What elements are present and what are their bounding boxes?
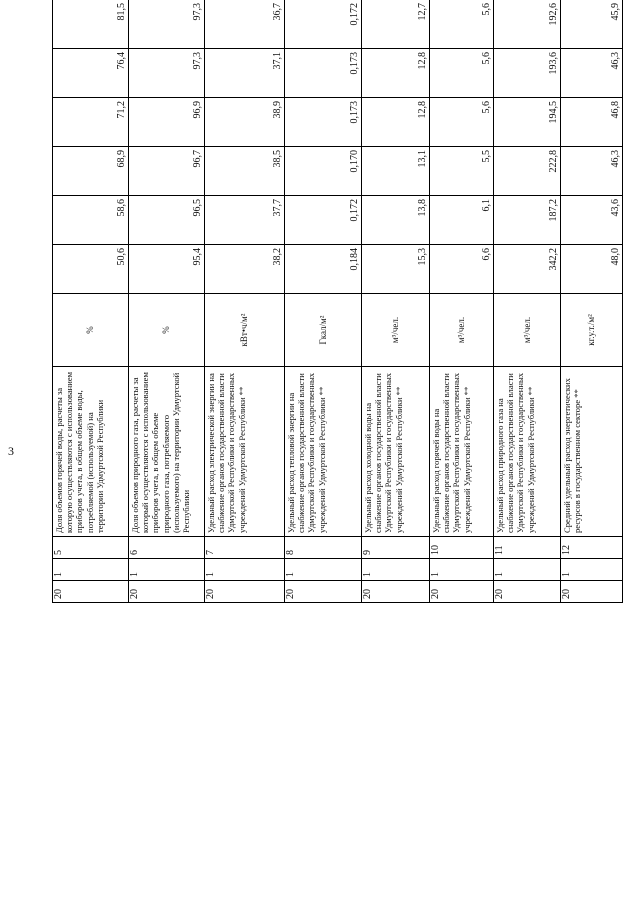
cell-code-1: 20	[129, 581, 205, 603]
cell-code-2: 1	[494, 559, 561, 581]
cell-value: 5,6	[430, 98, 494, 147]
cell-indicator-name: Удельный расход природного газа на снабжение органов государственной власти Удмуртской Республики и государственных учреждений Удмуртской Республики **	[494, 367, 561, 537]
table-row	[129, 0, 205, 603]
cell-value: 13,1	[362, 147, 430, 196]
cell-value: 37,7	[205, 196, 285, 245]
table-row	[205, 0, 285, 603]
table-row	[362, 0, 430, 603]
cell-code-3: 12	[561, 537, 623, 559]
cell-value: 0,170	[285, 147, 362, 196]
cell-value: 50,6	[53, 245, 129, 294]
cell-unit: м³/чел.	[430, 294, 494, 367]
cell-value: 71,2	[53, 98, 129, 147]
cell-unit: кг.у.т./м²	[561, 294, 623, 367]
cell-value: 192,6	[494, 0, 561, 49]
cell-value: 0,173	[285, 98, 362, 147]
cell-unit: кВт•ч/м²	[205, 294, 285, 367]
cell-code-2: 1	[285, 559, 362, 581]
cell-value: 38,9	[205, 98, 285, 147]
cell-value: 95,4	[129, 245, 205, 294]
cell-unit: %	[129, 294, 205, 367]
cell-value: 97,3	[129, 0, 205, 49]
cell-code-2: 1	[362, 559, 430, 581]
cell-unit: %	[53, 294, 129, 367]
table-row	[285, 0, 362, 603]
cell-value: 0,172	[285, 0, 362, 49]
cell-indicator-name: Удельный расход тепловой энергии на снабжение органов государственной власти Удмуртской Республики и государственных учреждений Удмуртской Республики **	[285, 367, 362, 537]
rotated-table-frame	[52, 3, 622, 885]
cell-code-3: 10	[430, 537, 494, 559]
cell-value: 97,3	[129, 49, 205, 98]
cell-indicator-name: Удельный расход электрической энергии на снабжение органов государственной власти Удмуртской Республики и государственных учреждений Удмуртской Республики **	[205, 367, 285, 537]
cell-value: 13,8	[362, 196, 430, 245]
cell-value: 12,7	[362, 0, 430, 49]
cell-value: 187,2	[494, 196, 561, 245]
cell-value: 5,6	[430, 0, 494, 49]
cell-code-3: 6	[129, 537, 205, 559]
cell-unit: Гкал/м²	[285, 294, 362, 367]
cell-value: 37,1	[205, 49, 285, 98]
cell-value: 12,8	[362, 98, 430, 147]
table-row	[494, 0, 561, 603]
cell-value: 342,2	[494, 245, 561, 294]
page-number: 3	[8, 444, 14, 458]
cell-value: 58,6	[53, 196, 129, 245]
cell-value: 6,1	[430, 196, 494, 245]
cell-code-1: 20	[362, 581, 430, 603]
cell-value: 43,6	[561, 196, 623, 245]
cell-value: 5,5	[430, 147, 494, 196]
cell-value: 38,5	[205, 147, 285, 196]
cell-value: 68,9	[53, 147, 129, 196]
cell-indicator-name: Доля объемов природного газа, расчеты за который осуществляются с использованием приборов учета, в общем объеме природного газа, потребляемого (используемого) на территории Удмуртской Республики	[129, 367, 205, 537]
cell-code-3: 7	[205, 537, 285, 559]
cell-value: 194,5	[494, 98, 561, 147]
cell-value: 48,0	[561, 245, 623, 294]
cell-code-1: 20	[205, 581, 285, 603]
cell-value: 15,3	[362, 245, 430, 294]
cell-value: 81,5	[53, 0, 129, 49]
cell-unit: м³/чел.	[362, 294, 430, 367]
cell-value: 96,5	[129, 196, 205, 245]
table-body	[53, 0, 623, 603]
table-row	[430, 0, 494, 603]
cell-value: 45,9	[561, 0, 623, 49]
cell-indicator-name: Удельный расход горячей воды на снабжение органов государственной власти Удмуртской Республики и государственных учреждений Удмуртской Республики **	[430, 367, 494, 537]
cell-indicator-name: Удельный расход холодной воды на снабжение органов государственной власти Удмуртской Республики и государственных учреждений Удмуртской Республики **	[362, 367, 430, 537]
cell-value: 96,7	[129, 147, 205, 196]
cell-code-1: 20	[561, 581, 623, 603]
cell-code-2: 1	[129, 559, 205, 581]
cell-code-2: 1	[53, 559, 129, 581]
cell-value: 193,6	[494, 49, 561, 98]
cell-code-1: 20	[430, 581, 494, 603]
cell-code-2: 1	[430, 559, 494, 581]
cell-value: 5,6	[430, 49, 494, 98]
cell-unit: м³/чел.	[494, 294, 561, 367]
cell-value: 46,3	[561, 49, 623, 98]
cell-value: 0,172	[285, 196, 362, 245]
cell-indicator-name: Доля объемов горячей воды, расчеты за которую осуществляются с использованием приборов учета, в общем объеме воды, потребляемой (используемой) на территории Удмуртской Республики	[53, 367, 129, 537]
cell-code-1: 20	[285, 581, 362, 603]
table-row	[561, 0, 623, 603]
cell-code-1: 20	[494, 581, 561, 603]
cell-value: 0,173	[285, 49, 362, 98]
cell-value: 76,4	[53, 49, 129, 98]
cell-code-3: 8	[285, 537, 362, 559]
table-row	[53, 0, 129, 603]
cell-code-3: 11	[494, 537, 561, 559]
cell-code-1: 20	[53, 581, 129, 603]
cell-code-2: 1	[205, 559, 285, 581]
cell-code-3: 9	[362, 537, 430, 559]
cell-value: 46,8	[561, 98, 623, 147]
cell-value: 0,184	[285, 245, 362, 294]
cell-value: 36,7	[205, 0, 285, 49]
indicators-table	[52, 0, 623, 603]
cell-value: 12,8	[362, 49, 430, 98]
cell-value: 38,2	[205, 245, 285, 294]
cell-code-3: 5	[53, 537, 129, 559]
cell-value: 6,6	[430, 245, 494, 294]
cell-indicator-name: Средний удельный расход энергетических ресурсов в государственном секторе **	[561, 367, 623, 537]
cell-value: 46,3	[561, 147, 623, 196]
cell-value: 222,8	[494, 147, 561, 196]
cell-value: 96,9	[129, 98, 205, 147]
cell-code-2: 1	[561, 559, 623, 581]
